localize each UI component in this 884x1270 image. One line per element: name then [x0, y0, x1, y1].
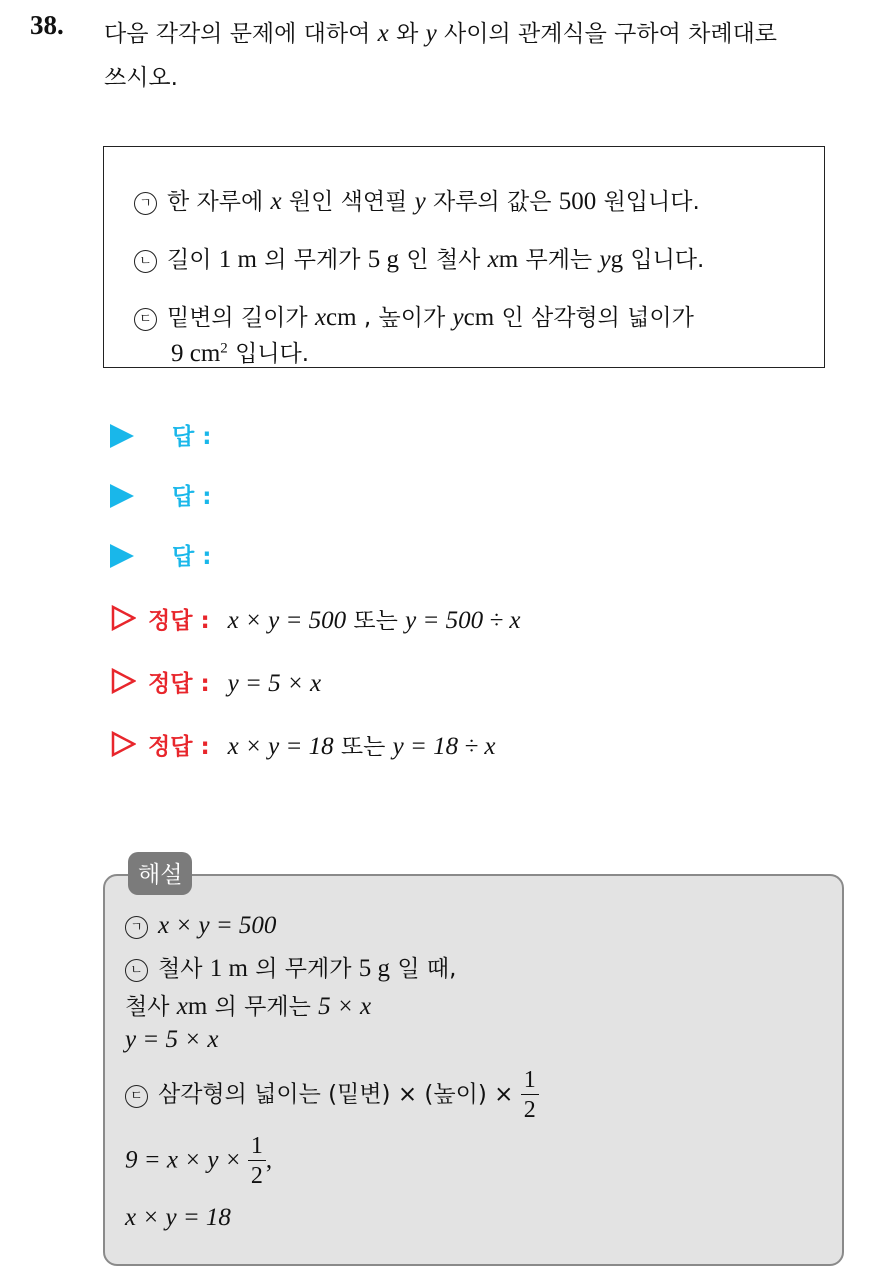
outline-triangle-icon: [110, 731, 136, 757]
explanation-line-2: ㄴ 철사 1 m 의 무게가 5 g 일 때,: [125, 950, 456, 983]
condition-item-3-cont: 9 $cm^2$ 입니다.: [171, 340, 310, 367]
answer-line-1: 답 :: [110, 418, 211, 451]
circle-marker-2: ㄴ: [134, 250, 157, 273]
play-triangle-icon: [110, 424, 134, 448]
circle-marker-1: ㄱ: [134, 192, 157, 215]
explanation-line-7: x × y = 18: [125, 1204, 231, 1231]
condition-box: [103, 146, 825, 368]
correct-answer-1: 정답 : x × y = 500 또는 y = 500 ÷ x: [110, 602, 520, 635]
correct-answer-2: 정답 : y = 5 × x: [110, 665, 321, 698]
condition-item-3: ㄷ 밑변의 길이가 xcm , 높이가 ycm 인 삼각형의 넓이가: [134, 299, 694, 332]
explanation-line-1: ㄱ x × y = 500: [125, 912, 276, 940]
answer-line-3: 답 :: [110, 538, 211, 571]
var-y: y: [425, 20, 437, 47]
play-triangle-icon: [110, 544, 134, 568]
outline-triangle-icon: [110, 668, 136, 694]
fraction: $\frac{1}{2}$: [521, 1068, 539, 1122]
question-number: 38.: [30, 10, 64, 40]
correct-answer-3: 정답 : x × y = 18 또는 y = 18 ÷ x: [110, 728, 495, 761]
play-triangle-icon: [110, 484, 134, 508]
condition-item-1: ㄱ 한 자루에 x 원인 색연필 y 자루의 값은 500 원입니다.: [134, 183, 700, 216]
fraction: $\frac{1}{2}$: [248, 1134, 266, 1188]
explanation-line-4: y = 5 × x: [125, 1026, 219, 1053]
question-text: 다음 각각의 문제에 대하여 x 와 y 사이의 관계식을 구하여 차례대로 쓰시오.: [104, 20, 778, 91]
explanation-box: [103, 874, 844, 1266]
answer-line-2: 답 :: [110, 478, 211, 511]
var-x: x: [377, 20, 389, 47]
condition-item-2: ㄴ 길이 1 m 의 무게가 5 g 인 철사 xm 무게는 yg 입니다.: [134, 241, 704, 274]
explanation-line-3: 철사 xm 의 무게는 5 × x: [125, 993, 372, 1020]
outline-triangle-icon: [110, 605, 136, 631]
circle-marker-3: ㄷ: [134, 308, 157, 331]
explanation-line-5: ㄷ 삼각형의 넓이는 (밑변) × (높이) × $\frac{1}{2}$: [125, 1068, 539, 1122]
explanation-line-6: 9 = x × y × $\frac{1}{2}$ ,: [125, 1133, 273, 1189]
explanation-tab: 해설: [128, 852, 192, 895]
